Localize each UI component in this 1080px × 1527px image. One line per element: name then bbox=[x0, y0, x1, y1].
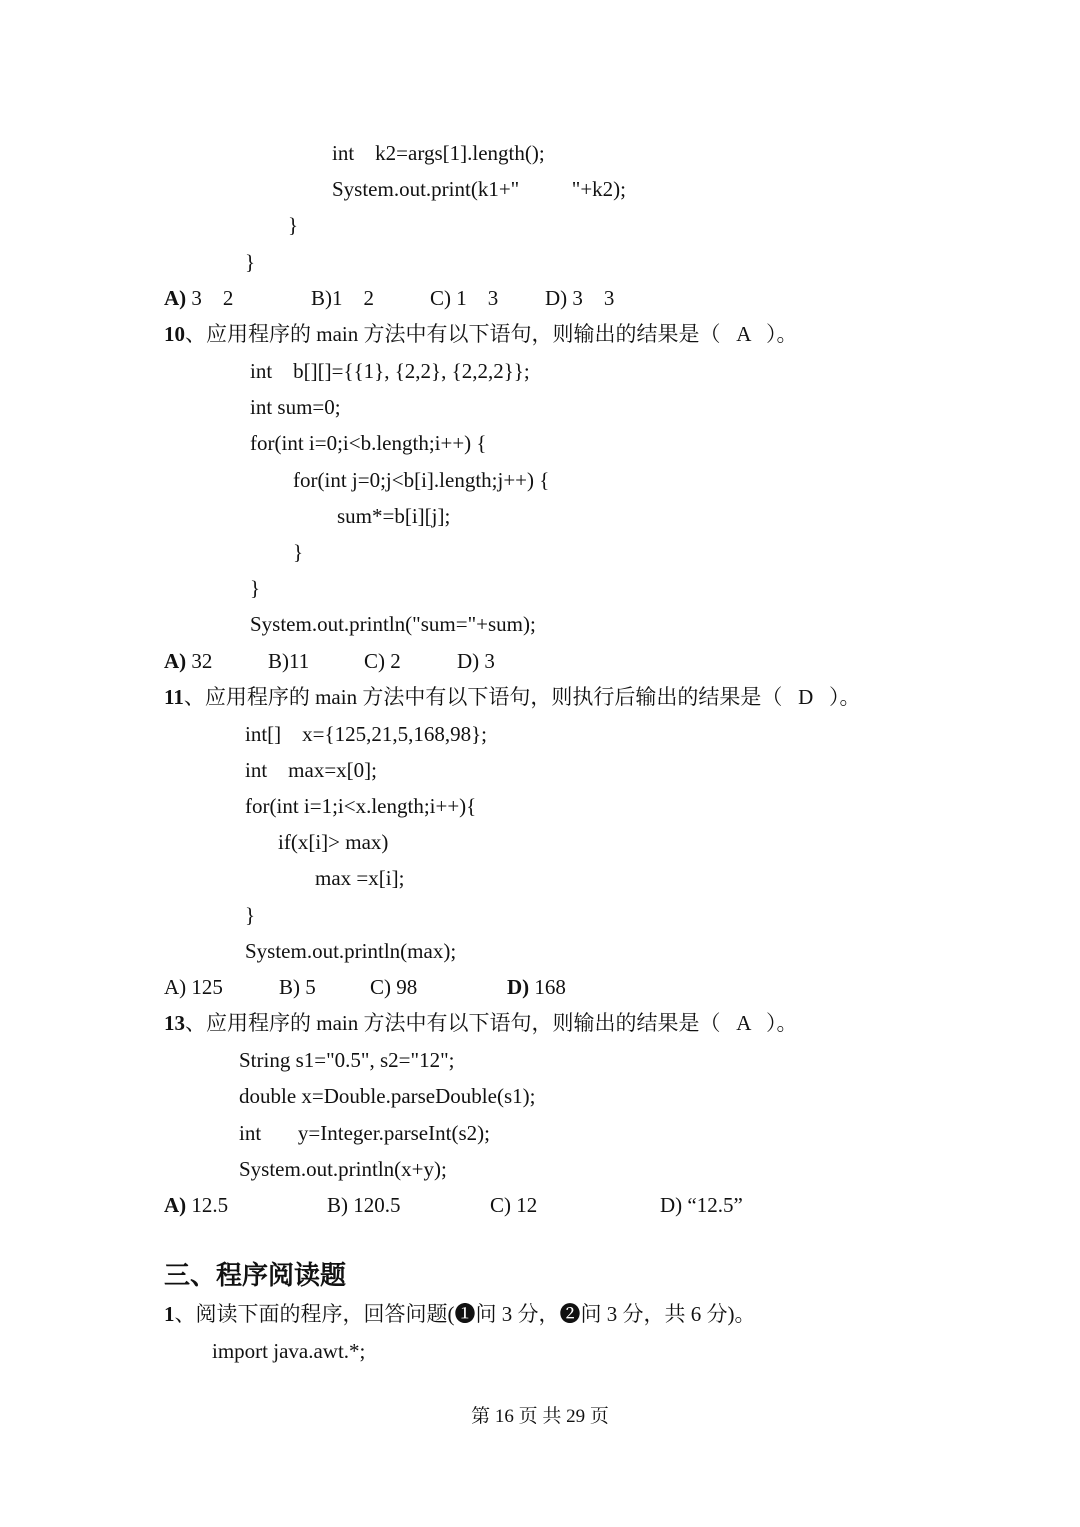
question-number: 1 bbox=[164, 1302, 175, 1326]
option-text: 12 bbox=[511, 1193, 538, 1217]
option-label: C) bbox=[364, 649, 385, 673]
option-d bbox=[660, 1192, 743, 1218]
code-line: } bbox=[245, 250, 256, 274]
option-text: 120.5 bbox=[348, 1193, 401, 1217]
option-a bbox=[164, 1192, 228, 1218]
option-text: 168 bbox=[529, 975, 566, 999]
option-label: D) bbox=[545, 286, 568, 310]
option-b bbox=[279, 974, 316, 1000]
option-label: D) bbox=[507, 975, 530, 999]
code-line: import java.awt.*; bbox=[212, 1339, 366, 1363]
option-label: B) bbox=[279, 975, 300, 999]
code-line: String s1="0.5", s2="12"; bbox=[239, 1048, 455, 1072]
option-label: B) bbox=[327, 1193, 348, 1217]
option-b bbox=[311, 285, 374, 311]
option-label: B) bbox=[268, 649, 289, 673]
option-d bbox=[507, 974, 566, 1000]
code-line: double x=Double.parseDouble(s1); bbox=[239, 1084, 536, 1108]
option-a bbox=[164, 974, 223, 1000]
option-label: A) bbox=[164, 649, 187, 673]
question-text: 、应用程序的 main 方法中有以下语句，则输出的结果是（ A ）。 bbox=[185, 322, 798, 346]
option-text: 3 bbox=[479, 649, 495, 673]
question-number: 10 bbox=[164, 322, 185, 346]
option-b bbox=[327, 1192, 401, 1218]
code-line: } bbox=[293, 540, 304, 564]
code-line: System.out.println(x+y); bbox=[239, 1157, 447, 1181]
option-b bbox=[268, 648, 309, 674]
option-text: 98 bbox=[391, 975, 418, 999]
code-line: for(int j=0;j<b[i].length;j++) { bbox=[293, 468, 550, 492]
code-line: for(int i=0;i<b.length;i++) { bbox=[250, 431, 487, 455]
option-label: A) bbox=[164, 1193, 187, 1217]
option-text: 11 bbox=[289, 649, 310, 673]
question-text: 、阅读下面的程序，回答问题(❶问 3 分，❷问 3 分，共 6 分)。 bbox=[174, 1302, 756, 1326]
question-stem bbox=[164, 1010, 798, 1036]
option-c bbox=[364, 648, 401, 674]
option-text: 5 bbox=[300, 975, 316, 999]
page-footer: 第 16 页 共 29 页 bbox=[471, 1406, 609, 1427]
code-line: sum*=b[i][j]; bbox=[337, 504, 451, 528]
option-label: C) bbox=[490, 1193, 511, 1217]
option-label: D) bbox=[457, 649, 480, 673]
option-label: C) bbox=[430, 286, 451, 310]
option-label: C) bbox=[370, 975, 391, 999]
option-label: A) bbox=[164, 286, 187, 310]
option-c bbox=[430, 285, 498, 311]
code-line: System.out.println("sum="+sum); bbox=[250, 612, 536, 636]
option-c bbox=[370, 974, 417, 1000]
code-line: System.out.println(max); bbox=[245, 939, 457, 963]
option-text: 1 2 bbox=[332, 286, 374, 310]
question-stem bbox=[164, 684, 861, 710]
code-line: int b[][]={{1}, {2,2}, {2,2,2}}; bbox=[250, 359, 530, 383]
option-text: 12.5 bbox=[186, 1193, 229, 1217]
code-line: } bbox=[288, 213, 299, 237]
code-line: max =x[i]; bbox=[315, 866, 405, 890]
question-stem bbox=[164, 321, 798, 347]
option-text: 125 bbox=[186, 975, 223, 999]
code-line: for(int i=1;i<x.length;i++){ bbox=[245, 794, 477, 818]
code-line: int[] x={125,21,5,168,98}; bbox=[245, 722, 487, 746]
code-line: if(x[i]> max) bbox=[278, 830, 389, 854]
option-text: 2 bbox=[385, 649, 401, 673]
option-a bbox=[164, 285, 233, 311]
option-text: 3 2 bbox=[186, 286, 234, 310]
option-text: 3 3 bbox=[567, 286, 615, 310]
option-text: “12.5” bbox=[682, 1193, 743, 1217]
code-line: int sum=0; bbox=[250, 395, 341, 419]
question-text: 、应用程序的 main 方法中有以下语句，则输出的结果是（ A ）。 bbox=[185, 1011, 798, 1035]
code-line: int y=Integer.parseInt(s2); bbox=[239, 1121, 490, 1145]
section-heading: 三、程序阅读题 bbox=[164, 1261, 347, 1291]
code-line: System.out.print(k1+" "+k2); bbox=[332, 177, 626, 201]
code-line: int max=x[0]; bbox=[245, 758, 377, 782]
option-label: B) bbox=[311, 286, 332, 310]
option-a bbox=[164, 648, 212, 674]
question-number: 13 bbox=[164, 1011, 185, 1035]
question-text: 、应用程序的 main 方法中有以下语句，则执行后输出的结果是（ D ）。 bbox=[183, 685, 861, 709]
question-number: 11 bbox=[164, 685, 184, 709]
question-stem bbox=[164, 1301, 755, 1327]
option-text: 32 bbox=[186, 649, 213, 673]
option-label: D) bbox=[660, 1193, 683, 1217]
code-line: int k2=args[1].length(); bbox=[332, 141, 545, 165]
option-d bbox=[457, 648, 495, 674]
option-c bbox=[490, 1192, 537, 1218]
option-label: A) bbox=[164, 975, 187, 999]
code-line: } bbox=[250, 576, 261, 600]
option-d bbox=[545, 285, 614, 311]
code-line: } bbox=[245, 903, 256, 927]
option-text: 1 3 bbox=[451, 286, 499, 310]
